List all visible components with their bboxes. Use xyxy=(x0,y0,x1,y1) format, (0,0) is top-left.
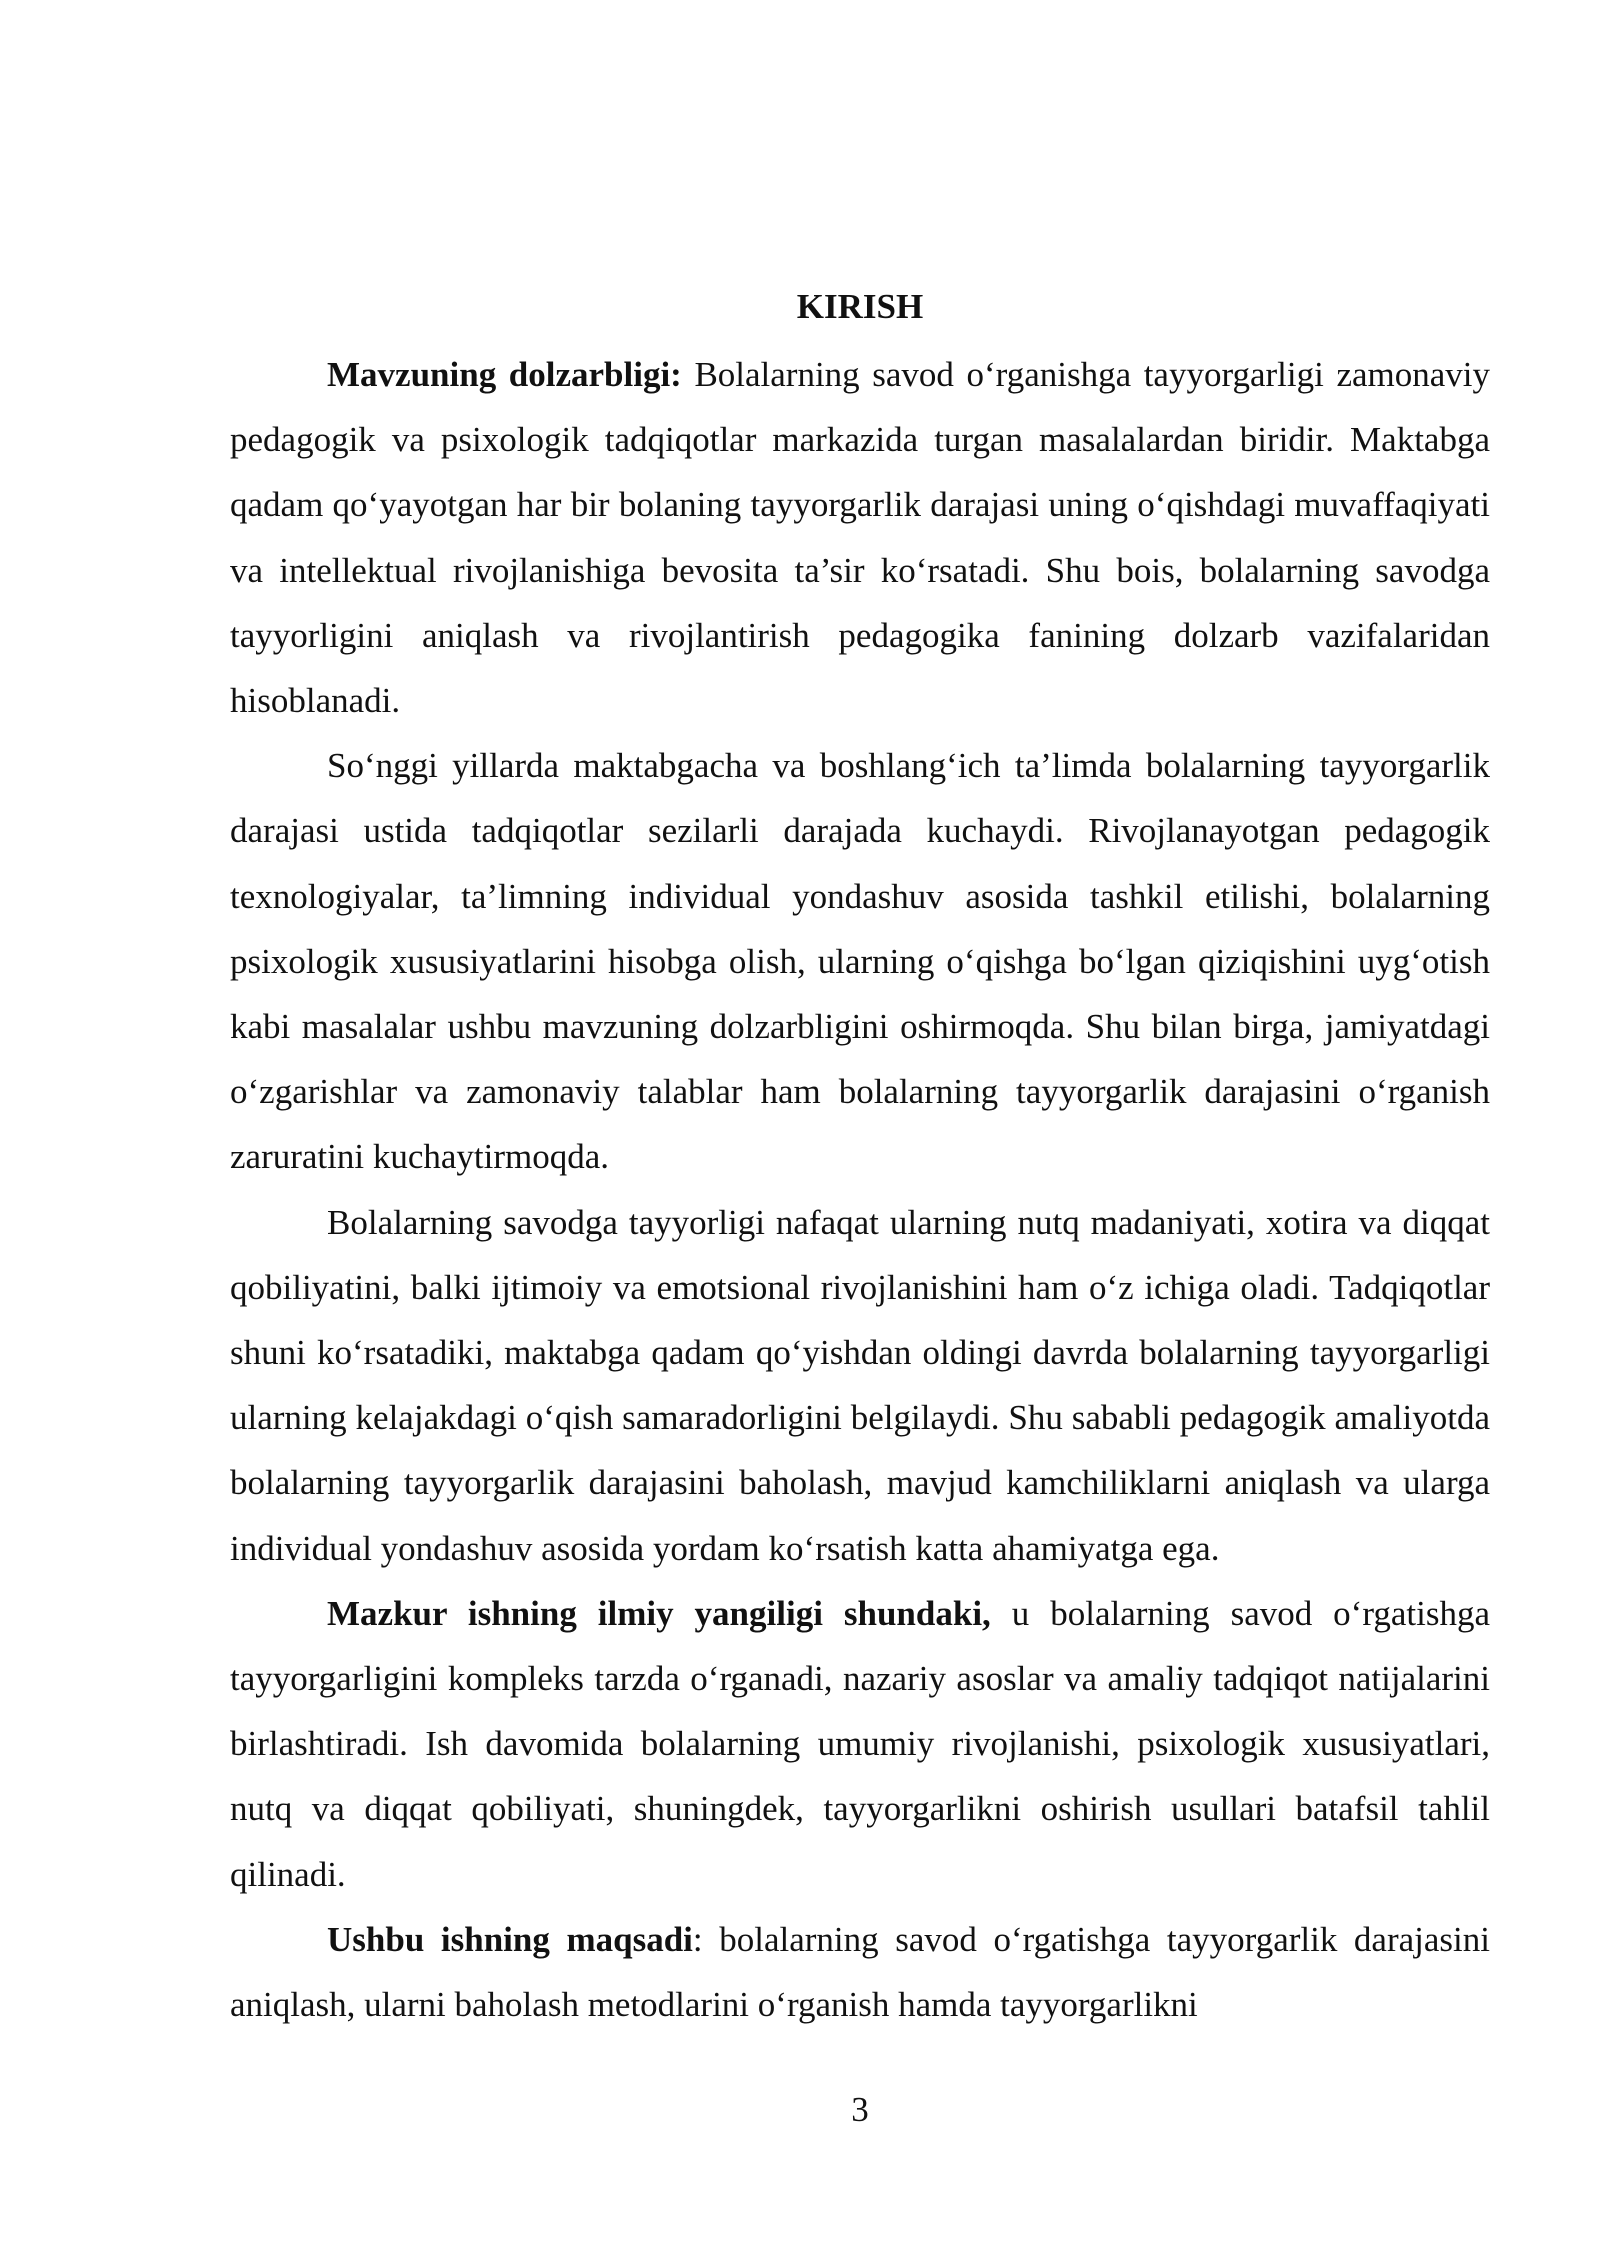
paragraph-text: u bolalarning savod o‘rgatishga tayyorgarligini kompleks tarzda o‘rganadi, nazariy asoslar va amaliy tadqiqot natijalarini birlashtiradi. Ish davomida bolalarning umumiy rivojlanishi, psixologik xususiyatlari, nutq va diqqat qobiliyati, shuningdek, tayyorgarlikni oshirish usullari batafsil tahlil qilinadi. xyxy=(230,1593,1491,1894)
paragraph-readiness xyxy=(230,1190,1490,1581)
body-text xyxy=(230,342,1490,2037)
paragraph-text: So‘nggi yillarda maktabgacha va boshlang‘ich ta’limda bolalarning tayyorgarlik darajasi ustida tadqiqotlar sezilarli darajada kuchaydi. Rivojlanayotgan pedagogik texnologiyalar, ta’limning individual yondashuv asosida tashkil etilishi, bolalarning psixologik xususiyatlarini hisobga olish, ularning o‘qishga bo‘lgan qiziqishini uyg‘otish kabi masalalar ushbu mavzuning dolzarbligini oshirmoqda. Shu bilan birga, jamiyatdagi o‘zgarishlar va zamonaviy talablar ham bolalarning tayyorgarlik darajasini o‘rganish zaruratini kuchaytirmoqda. xyxy=(230,746,1490,1177)
paragraph-lead: Ushbu ishning maqsadi xyxy=(327,1919,693,1959)
paragraph-text: Bolalarning savodga tayyorligi nafaqat ularning nutq madaniyati, xotira va diqqat qobiliyatini, balki ijtimoiy va emotsional rivojlanishini ham o‘z ichiga oladi. Tadqiqotlar shuni ko‘rsatadiki, maktabga qadam qo‘yishdan oldingi davrda bolalarning tayyorgarligi ularning kelajakdagi o‘qish samaradorligini belgilaydi. Shu sababli pedagogik amaliyotda bolalarning tayyorgarlik darajasini baholash, mavjud kamchiliklarni aniqlash va ularga individual yondashuv asosida yordam ko‘rsatish katta ahamiyatga ega. xyxy=(230,1202,1490,1568)
paragraph-recent-years xyxy=(230,733,1490,1189)
paragraph-text: Bolalarning savod o‘rganishga tayyorgarligi zamonaviy pedagogik va psixologik tadqiqotlar markazida turgan masalalardan biridir. Maktabga qadam qo‘yayotgan har bir bolaning tayyorgarlik darajasi uning o‘qishdagi muvaffaqiyati va intellektual rivojlanishiga bevosita ta’sir ko‘rsatadi. Shu bois, bolalarning savodga tayyorligini aniqlash va rivojlantirish pedagogika fanining dolzarb vazifalaridan hisoblanadi. xyxy=(230,355,1490,721)
section-title: KIRISH xyxy=(796,287,924,326)
paragraph-lead: Mavzuning dolzarbligi: xyxy=(327,355,682,394)
paragraph-goal xyxy=(230,1907,1490,2037)
page-number: 3 xyxy=(851,2090,869,2129)
paragraph-relevance xyxy=(230,342,1490,733)
paragraph-novelty xyxy=(230,1581,1490,1907)
paragraph-text: : bolalarning savod o‘rgatishga tayyorgarlik darajasini aniqlash, ularni baholash metodlarini o‘rganish hamda tayyorgarlikni xyxy=(230,1919,1490,2025)
paragraph-lead: Mazkur ishning ilmiy yangiligi shundaki, xyxy=(327,1593,991,1633)
